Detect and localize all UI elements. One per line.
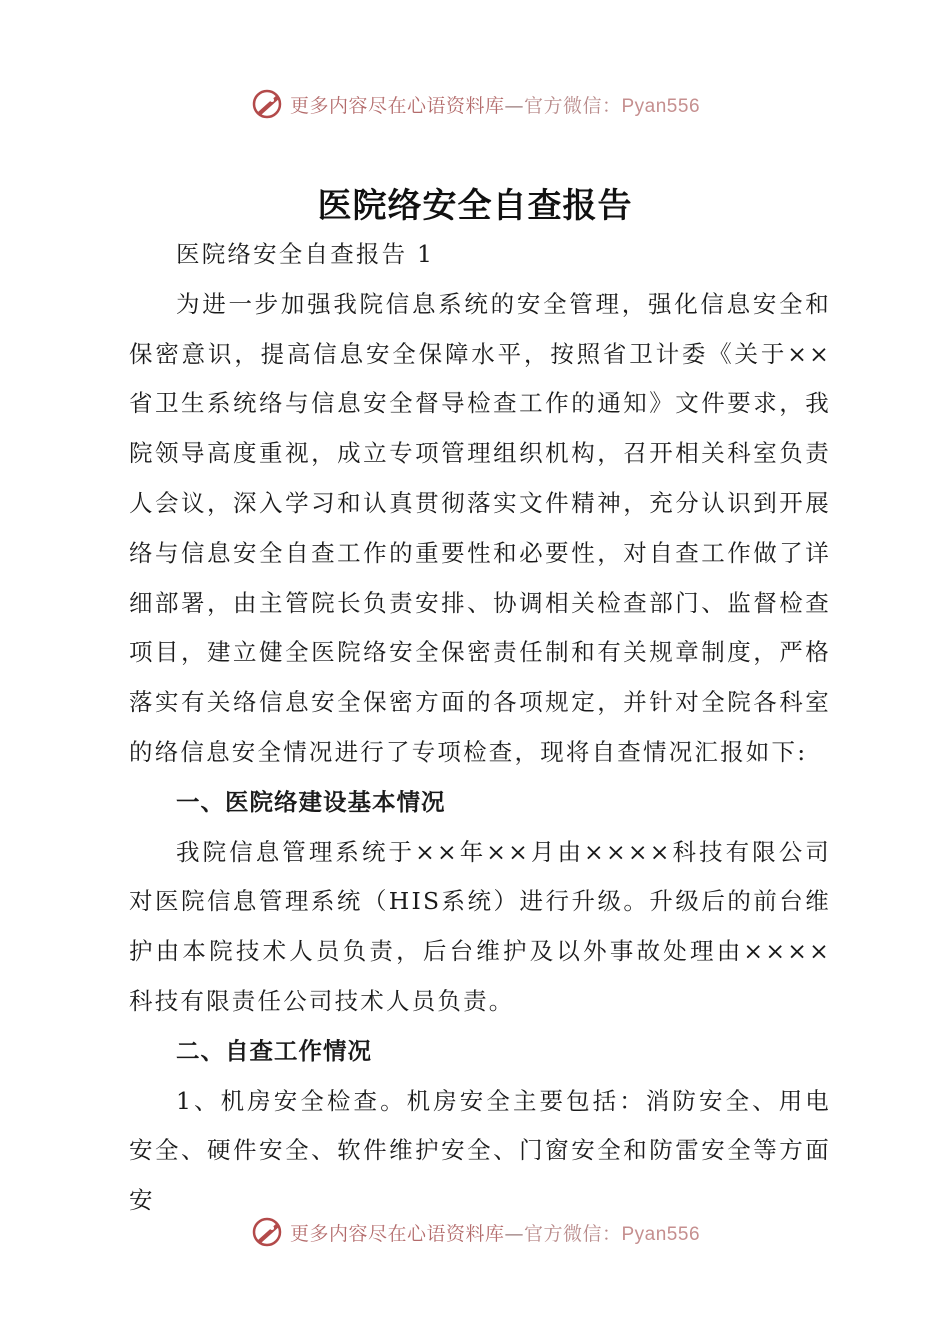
banner-main-text: 更多内容尽在心语资料库 (289, 94, 505, 117)
paragraph-intro: 为进一步加强我院信息系统的安全管理，强化信息安全和保密意识，提高信息安全保障水平，按照省卫计委《关于××省卫生系统络与信息安全督导检查工作的通知》文件要求，我院领导高度重视，成立专项管理组织机构，召开相关科室负责人会议，深入学习和认真贯彻落实文件精神，充分认识到开展络与信息安全自查工作的重要性和必要性，对自查工作做了详细部署，由主管院长负责安排、协调相关检查部门、监督检查项目，建立健全医院络安全保密责任制和有关规章制度，严格落实有关络信息安全保密方面的各项规定，并针对全院各科室的络信息安全情况进行了专项检查，现将自查情况汇报如下: (129, 289, 831, 766)
document-subtitle: 医院络安全自查报告 1 (176, 240, 435, 268)
banner-dash: — (504, 94, 524, 117)
banner-text (290, 91, 700, 118)
paragraph-basic-info: 我院信息管理系统于××年××月由××××科技有限公司对医院信息管理系统（HIS系统）进行升级。升级后的前台维护由本院技术人员负责，后台维护及以外事故处理由××××科技有限责任公司技术人员负责。 (129, 837, 831, 1015)
footer-watermark-banner (0, 1210, 950, 1254)
pen-logo-icon (250, 86, 286, 122)
document-body (129, 230, 831, 1226)
paragraph-machine-room: 1、机房安全检查。机房安全主要包括：消防安全、用电安全、硬件安全、软件维护安全、门窗安全和防雷安全等方面安 (129, 1086, 831, 1215)
section-heading-2: 二、自查工作情况 (176, 1036, 372, 1065)
banner-wechat-id: Pyan556 (621, 1223, 701, 1245)
banner-main-text: 更多内容尽在心语资料库 (289, 1222, 505, 1245)
banner-dash: — (504, 1222, 524, 1245)
header-watermark-banner (0, 82, 950, 126)
banner-wechat-id: Pyan556 (621, 95, 701, 117)
banner-text (290, 1219, 700, 1246)
pen-logo-icon (250, 1214, 286, 1250)
banner-wechat-label: 官方微信： (523, 94, 622, 117)
banner-wechat-label: 官方微信： (523, 1222, 622, 1245)
document-title: 医院络安全自查报告 (317, 186, 633, 226)
section-heading-1: 一、医院络建设基本情况 (176, 787, 446, 816)
